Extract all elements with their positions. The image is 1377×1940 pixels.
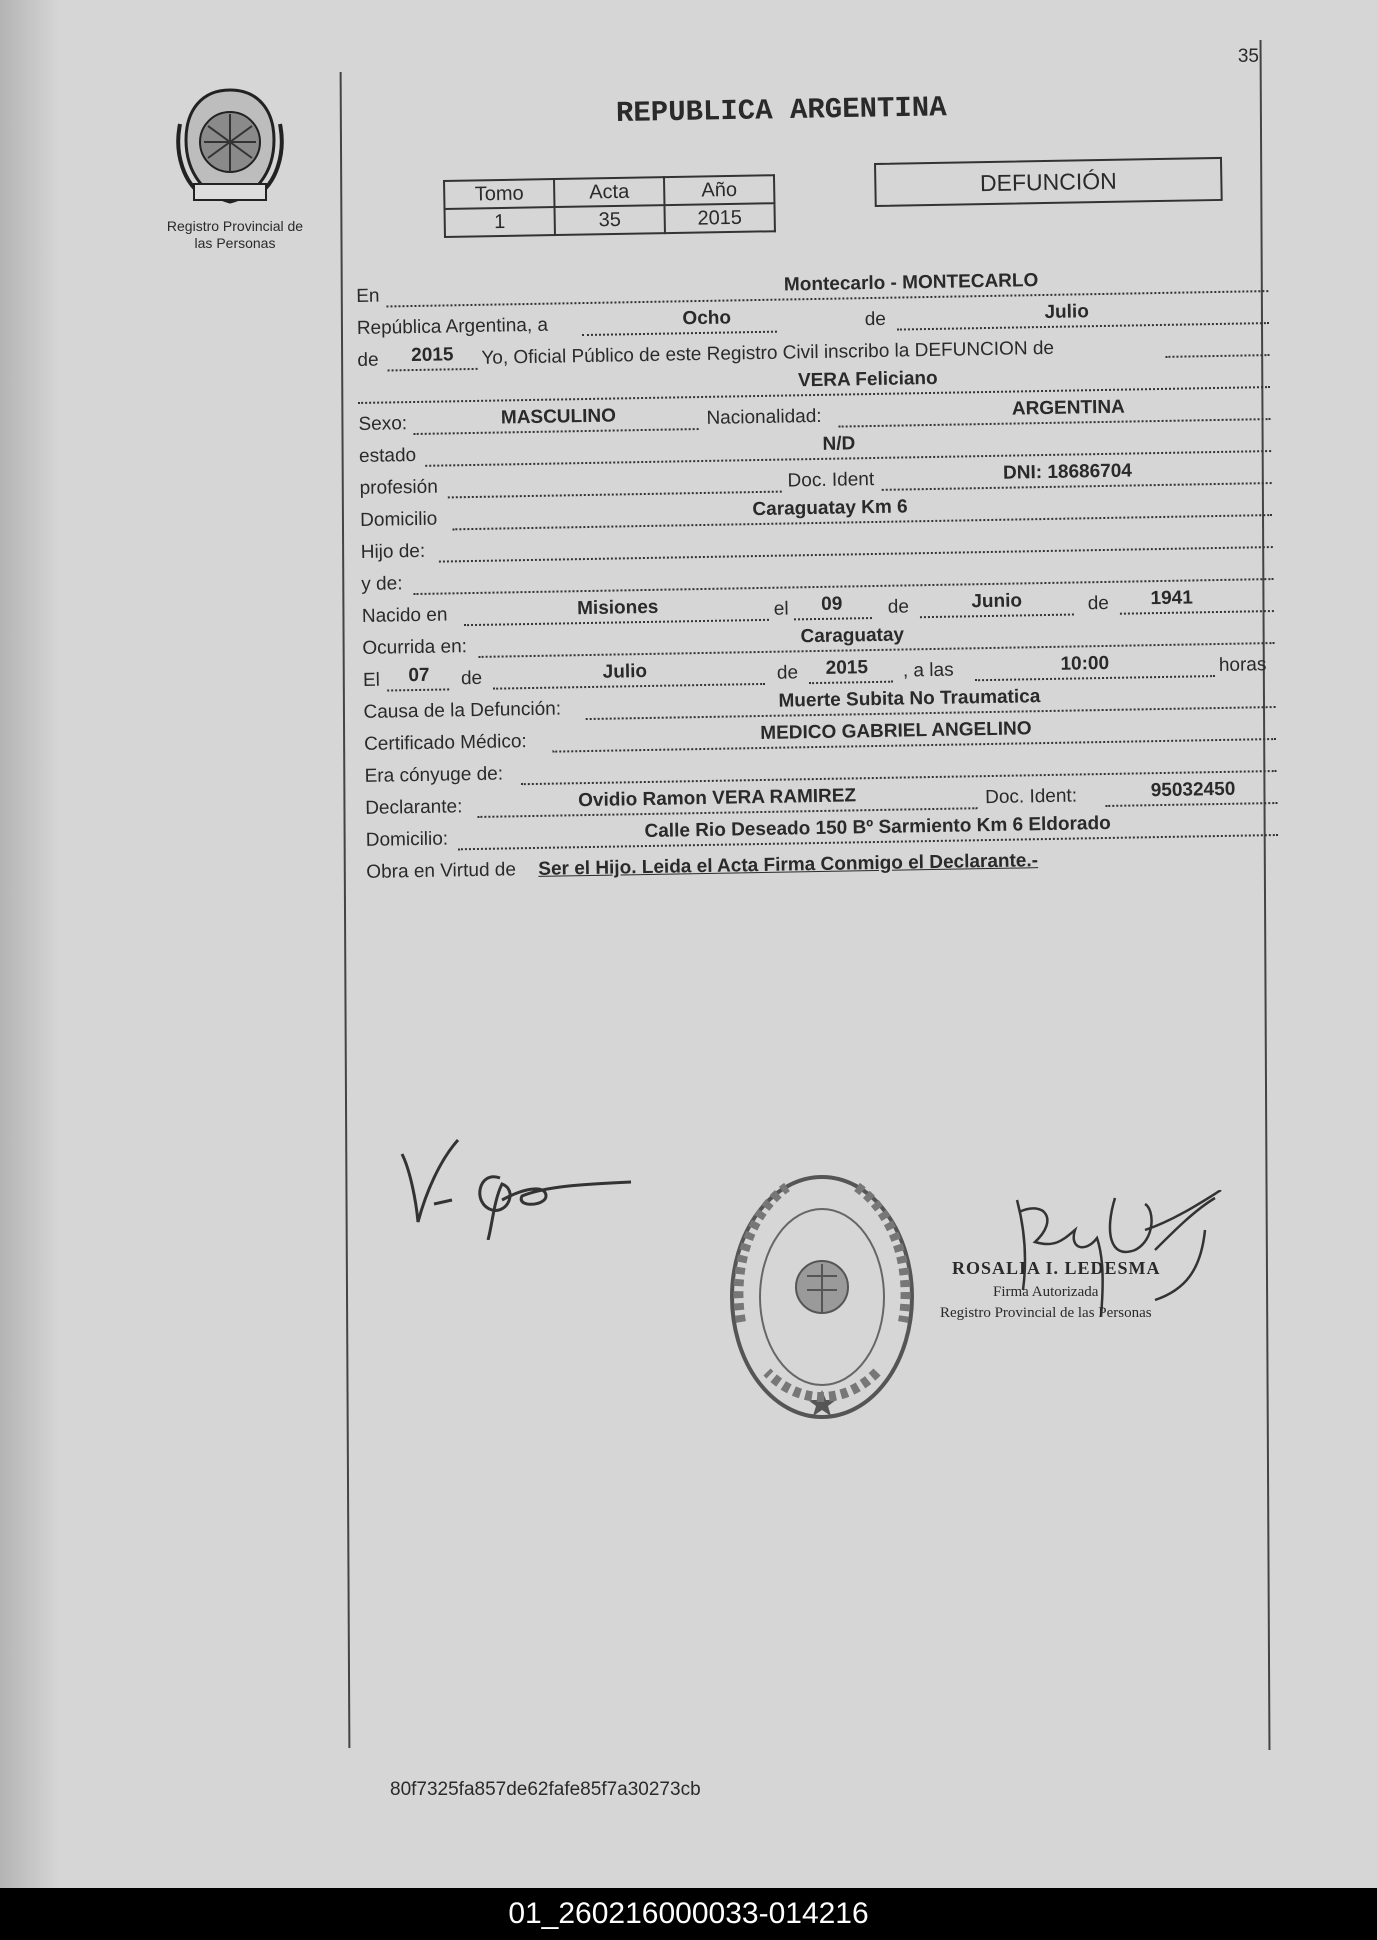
value-causa: Muerte Subita No Traumatica (778, 686, 1041, 712)
value-declarante-doc: 95032450 (1150, 778, 1236, 802)
value-domicilio: Caraguatay Km 6 (752, 496, 908, 521)
value-nacido-mes: Junio (971, 590, 1023, 613)
registry-seal (727, 1172, 917, 1422)
value-nacido-anio: 1941 (1150, 587, 1194, 610)
label-el-fecha: El (362, 669, 381, 691)
declarant-signature (396, 1130, 636, 1240)
scan-id: 01_260216000033-014216 (508, 1897, 869, 1930)
value-declarante: Ovidio Ramon VERA RAMIREZ (577, 785, 857, 812)
label-de-nacido-mes: de (887, 596, 910, 618)
label-sexo: Sexo: (358, 413, 408, 435)
registry-caption-line1: Registro Provincial de (166, 218, 304, 234)
value-fallec-anio: 2015 (825, 657, 869, 679)
value-estado: N/D (822, 433, 856, 455)
fill-nacido-anio (1119, 584, 1273, 615)
label-en: En (356, 285, 380, 307)
value-deceased-name: VERA Feliciano (797, 367, 938, 392)
registry-caption-line2: las Personas (194, 235, 276, 251)
acta-header: Acta (554, 177, 664, 207)
label-hijo-de: Hijo de: (360, 540, 426, 563)
label-nacionalidad: Nacionalidad: (706, 405, 822, 429)
label-declarante-doc: Doc. Ident: (984, 785, 1078, 809)
acta-value: 35 (554, 205, 664, 235)
fill-day-words (582, 305, 777, 336)
value-hora: 10:00 (1060, 652, 1110, 675)
label-obra: Obra en Virtud de (366, 859, 517, 883)
record-table (443, 174, 776, 238)
value-doc-ident: DNI: 18686704 (1002, 460, 1133, 484)
label-doc-ident: Doc. Ident (787, 468, 875, 492)
value-sexo: MASCULINO (500, 405, 617, 429)
label-de-fallec-anio: de (776, 662, 799, 684)
misiones-coat-of-arms-logo (174, 84, 286, 208)
label-de-nacido-anio: de (1087, 592, 1110, 615)
tomo-value: 1 (445, 207, 555, 237)
scan-id-bar (0, 1888, 1377, 1940)
label-causa: Causa de la Defunción: (363, 698, 562, 723)
label-nacido-en: Nacido en (361, 604, 448, 627)
value-fallec-dia: 07 (408, 664, 430, 687)
value-day-words: Ocho (682, 307, 732, 330)
label-el: el (773, 598, 789, 620)
anio-header: Año (664, 175, 774, 205)
fill-profesion (447, 465, 781, 499)
value-obra: Ser el Hijo. Leida el Acta Firma Conmigo el Declarante.- (538, 850, 1039, 880)
document-title: REPUBLICA ARGENTINA (615, 91, 947, 130)
death-record-form (356, 264, 1268, 883)
label-estado: estado (358, 444, 417, 467)
fill-inscription-end (1165, 328, 1269, 358)
value-year: 2015 (411, 344, 454, 367)
value-month: Julio (1044, 301, 1090, 323)
tomo-header: Tomo (444, 179, 554, 209)
label-horas: horas (1218, 654, 1267, 676)
label-profesion: profesión (359, 476, 438, 499)
label-certificado: Certificado Médico: (363, 731, 527, 755)
page-number: 35 (1237, 46, 1259, 67)
value-declarante-domicilio: Calle Rio Deseado 150 Bº Sarmiento Km 6 Eldorado (644, 812, 1111, 843)
record-type-box: DEFUNCIÓN (874, 157, 1223, 207)
label-de-year: de (357, 349, 379, 371)
page-shadow (0, 0, 60, 1888)
label-de-month: de (864, 308, 887, 331)
officer-role: Firma Autorizada (993, 1284, 1099, 1300)
label-y-de: y de: (361, 573, 403, 595)
label-domicilio: Domicilio (360, 508, 438, 531)
label-a-las: , a las (902, 659, 954, 682)
label-ocurrida-en: Ocurrida en: (362, 636, 468, 659)
officer-name: ROSALIA I. LEDESMA (952, 1258, 1161, 1278)
value-nacido-lugar: Misiones (576, 596, 659, 620)
value-fallec-mes: Julio (602, 660, 648, 683)
value-certificado: MEDICO GABRIEL ANGELINO (760, 718, 1032, 745)
value-ocurrida-lugar: Caraguatay (800, 624, 905, 648)
label-declarante: Declarante: (365, 796, 463, 819)
inscription-text: Yo, Oficial Público de este Registro Civil inscribo la DEFUNCION de (481, 337, 1055, 369)
left-margin-line (340, 72, 351, 1748)
value-nacido-dia: 09 (820, 593, 843, 615)
value-nacionalidad: ARGENTINA (1011, 396, 1125, 420)
record-table-value-row (445, 203, 775, 237)
officer-registry: Registro Provincial de las Personas (940, 1305, 1152, 1321)
label-de-fallec-mes: de (460, 667, 483, 690)
document-hash: 80f7325fa857de62fafe85f7a30273cb (390, 1779, 701, 1800)
label-republica: República Argentina, a (356, 314, 549, 339)
label-conyuge: Era cónyuge de: (364, 763, 504, 787)
label-declarante-domicilio: Domicilio: (365, 828, 449, 851)
value-place: Montecarlo - MONTECARLO (783, 270, 1039, 296)
registry-caption (150, 218, 320, 252)
anio-value: 2015 (664, 203, 774, 233)
